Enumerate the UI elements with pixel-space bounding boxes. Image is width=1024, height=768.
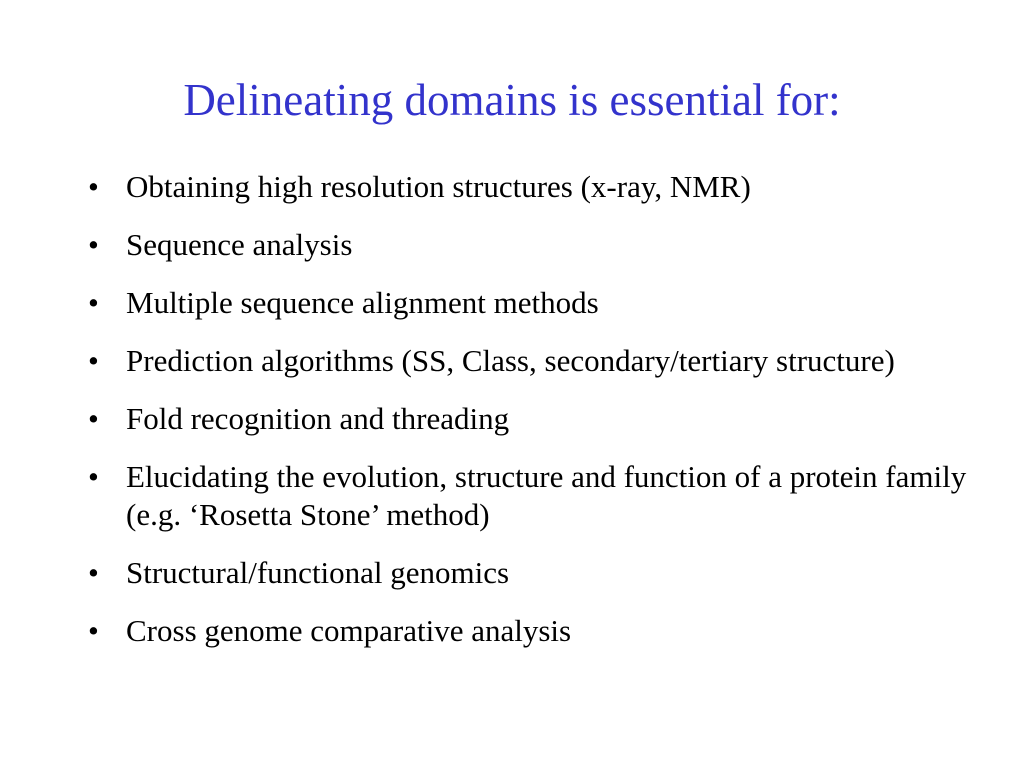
bullet-item	[88, 458, 968, 534]
bullet-text: Cross genome comparative analysis	[126, 613, 572, 648]
bullet-text: Fold recognition and threading	[126, 401, 510, 436]
bullet-icon: •	[88, 613, 99, 648]
bullet-item	[88, 284, 968, 322]
bullet-icon: •	[88, 555, 99, 590]
bullet-text: Prediction algorithms (SS, Class, secondary/tertiary structure)	[126, 343, 895, 378]
bullet-item	[88, 554, 968, 592]
bullet-icon: •	[88, 401, 99, 436]
bullet-text: Elucidating the evolution, structure and function of a protein family (e.g. ‘Rosetta Stone’ method)	[126, 459, 967, 532]
bullet-icon: •	[88, 343, 99, 378]
bullet-item	[88, 342, 968, 380]
slide-title: Delineating domains is essential for:	[183, 75, 841, 125]
bullet-text: Sequence analysis	[126, 227, 353, 262]
bullet-item	[88, 168, 968, 206]
bullet-item	[88, 400, 968, 438]
bullet-text: Multiple sequence alignment methods	[126, 285, 599, 320]
bullet-icon: •	[88, 227, 99, 262]
bullet-icon: •	[88, 459, 99, 494]
bullet-icon: •	[88, 285, 99, 320]
bullet-text: Obtaining high resolution structures (x-ray, NMR)	[126, 169, 751, 204]
bullet-text: Structural/functional genomics	[126, 555, 510, 590]
bullet-list	[88, 168, 968, 670]
bullet-item	[88, 226, 968, 264]
bullet-icon: •	[88, 169, 99, 204]
bullet-item	[88, 612, 968, 650]
